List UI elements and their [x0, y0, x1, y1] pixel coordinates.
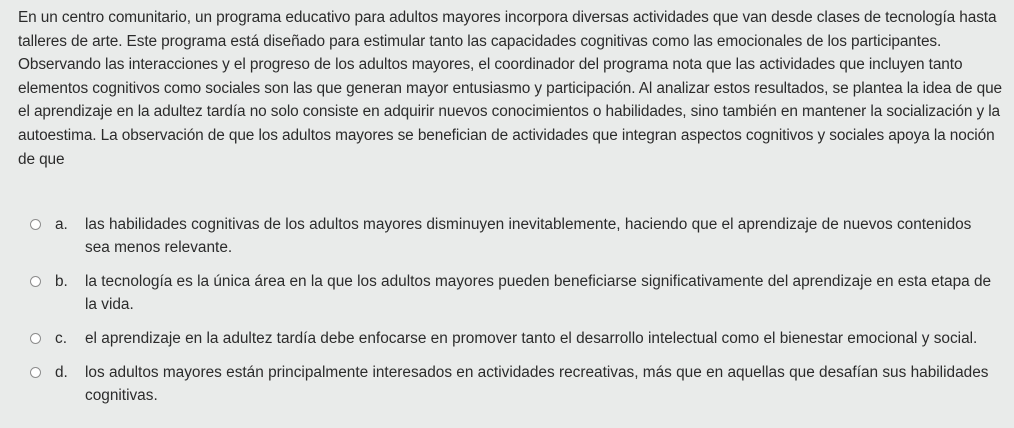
option-a[interactable]	[30, 213, 1005, 260]
option-b[interactable]	[30, 270, 1005, 317]
option-d[interactable]	[30, 361, 1005, 408]
radio-button-b[interactable]	[30, 276, 41, 287]
option-c-text: el aprendizaje en la adultez tardía debe enfocarse en promover tanto el desarrollo intelectual como el bienestar emocional y social.	[85, 330, 978, 348]
option-c-letter: c.	[55, 330, 67, 348]
option-c[interactable]	[30, 327, 1005, 350]
option-d-text: los adultos mayores están principalmente interesados en actividades recreativas, más que en aquellas que desafían sus habilidades cognitivas.	[85, 363, 989, 405]
option-a-letter: a.	[55, 216, 68, 233]
option-b-text: la tecnología es la única área en la que los adultos mayores pueden beneficiarse significativamente del aprendizaje en esta etapa de la vida.	[85, 273, 992, 314]
radio-button-c[interactable]	[30, 333, 41, 344]
option-b-letter: b.	[55, 273, 68, 291]
question-text: En un centro comunitario, un programa educativo para adultos mayores incorpora diversas actividades que van desde clases de tecnología hasta talleres de arte. Este programa está diseñado para estimular tanto las capacidades cognitivas como las emocionales de los participantes. Observando las interacciones y el progreso de los adultos mayores, el coordinador del programa nota que las actividades que incluyen tanto elementos cognitivos como sociales son las que generan mayor entusiasmo y participación. Al analizar estos resultados, se plantea la idea de que el aprendizaje en la adultez tardía no solo consiste en adquirir nuevos conocimientos o habilidades, sino también en mantener la socialización y la autoestima. La observación de que los adultos mayores se benefician de actividades que integran aspectos cognitivos y sociales apoya la noción de que	[18, 9, 1003, 168]
option-a-text: las habilidades cognitivas de los adultos mayores disminuyen inevitablemente, haciendo que el aprendizaje de nuevos contenidos sea menos relevante.	[85, 216, 972, 257]
radio-button-d[interactable]	[30, 367, 41, 378]
radio-button-a[interactable]	[30, 219, 41, 230]
answer-options	[30, 213, 1005, 418]
option-d-letter: d.	[55, 363, 68, 381]
